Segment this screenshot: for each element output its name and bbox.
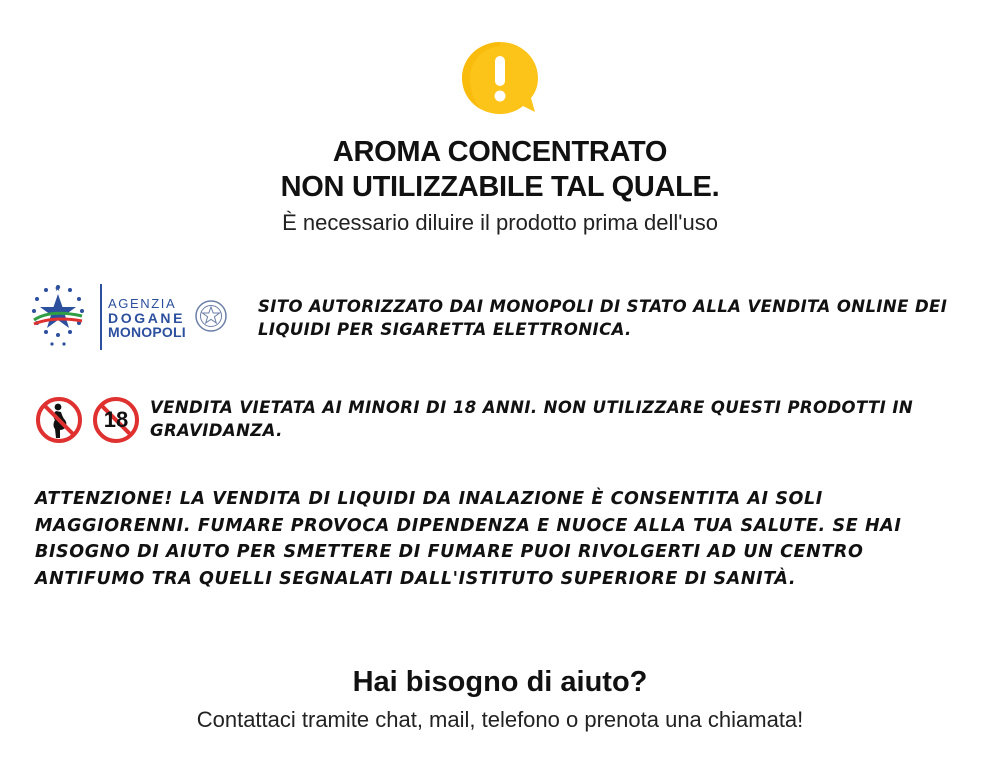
authorized-seller-text: SITO AUTORIZZATO DAI MONOPOLI DI STATO ALLA VENDITA ONLINE DEI LIQUIDI PER SIGARETTA ELETTRONICA. [258, 297, 948, 339]
agency-name-line-1: AGENZIA [108, 296, 177, 311]
agency-name-line-2: DOGANE [108, 310, 186, 326]
help-contact-text: Contattaci tramite chat, mail, telefono o prenota una chiamata! [196, 707, 804, 732]
agency-name-line-3: MONOPOLI [108, 324, 186, 340]
no-pregnancy-icon [35, 396, 83, 444]
age-restriction-text: VENDITA VIETATA AI MINORI DI 18 ANNI. NON UTILIZZARE QUESTI PRODOTTI IN GRAVIDANZA. [150, 398, 914, 440]
dilution-subtitle: È necessario diluire il prodotto prima dell'uso [282, 210, 718, 235]
exclamation-speech-bubble-icon [460, 40, 540, 116]
health-warning-text: ATTENZIONE! LA VENDITA DI LIQUIDI DA INALAZIONE È CONSENTITA AI SOLI MAGGIORENNI. FUMARE PROVOCA DIPENDENZA E NUOCE ALLA TUA SALUTE. SE HAI BISOGNO DI AIUTO PER SMETTERE DI FUMARE PUOI RIVOLGERTI AD UN CENTRO ANTIFUMO TRA QUELLI SEGNALATI DALL'ISTITUTO SUPERIORE DI SANITÀ. [35, 489, 902, 589]
page-title-line-1: AROMA CONCENTRATO [332, 136, 668, 168]
help-title: Hai bisogno di aiuto? [352, 666, 648, 698]
page-title-line-2: NON UTILIZZABILE TAL QUALE. [280, 171, 720, 203]
age-limit-number: 18 [103, 407, 129, 432]
